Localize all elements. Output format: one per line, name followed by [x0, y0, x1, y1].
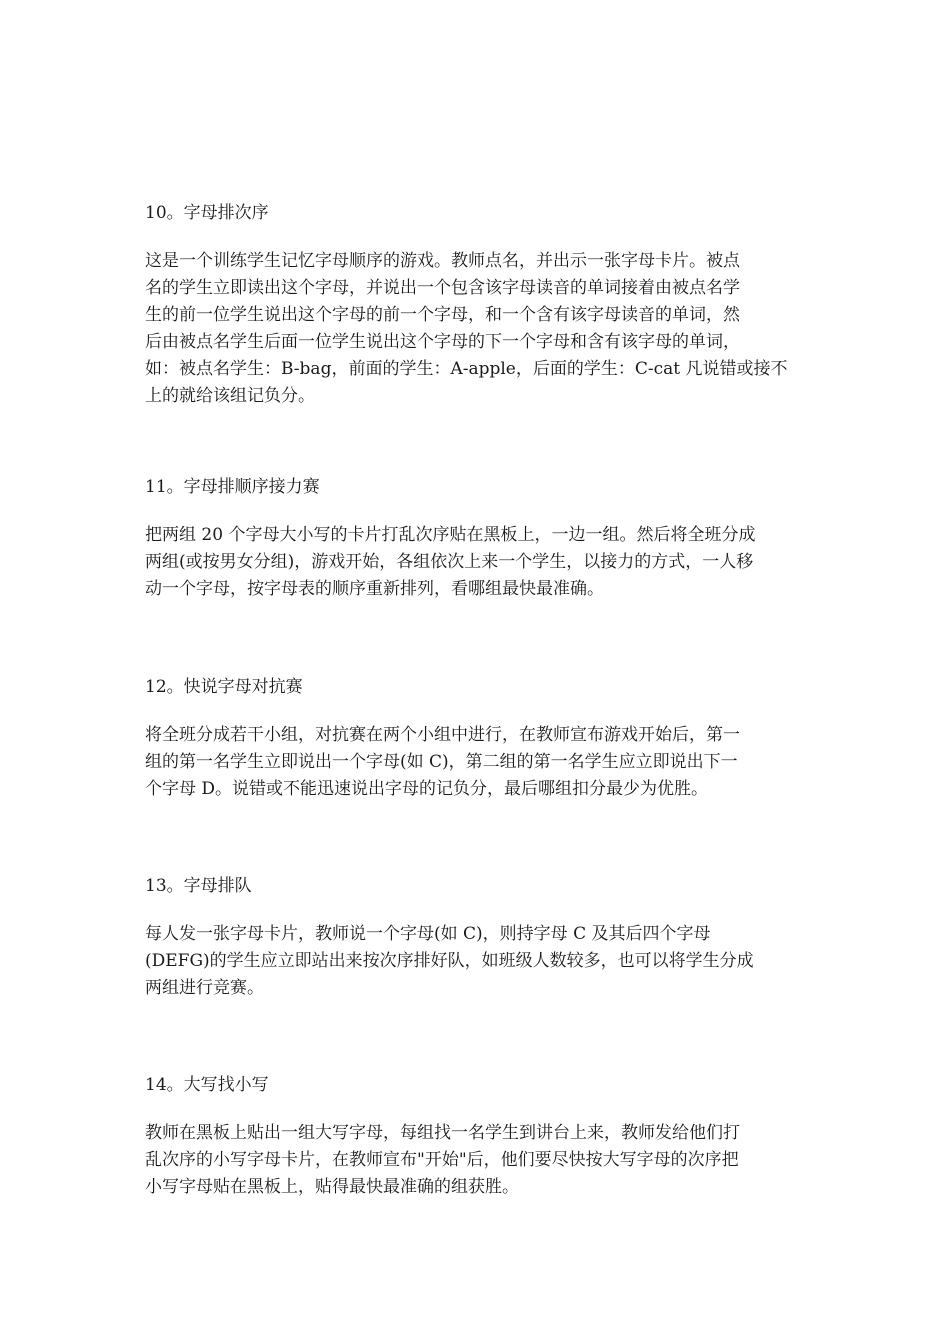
paragraph-line: 将全班分成若干小组，对抗赛在两个小组中进行，在教师宣布游戏开始后，第一 — [145, 725, 740, 745]
section-paragraph-13 — [145, 921, 815, 1002]
section-paragraph-10 — [145, 248, 815, 410]
paragraph-line: 名的学生立即读出这个字母，并说出一个包含该字母读音的单词接着由被点名学 — [145, 278, 740, 298]
paragraph-line: (DEFG)的学生应立即站出来按次序排好队，如班级人数较多，也可以将学生分成 — [145, 951, 754, 971]
paragraph-line: 组的第一名学生立即说出一个字母(如 C)，第二组的第一名学生应立即说出下一 — [145, 752, 738, 772]
paragraph-line: 两组进行竞赛。 — [145, 978, 264, 998]
paragraph-line: 小写字母贴在黑板上，贴得最快最准确的组获胜。 — [145, 1177, 519, 1197]
paragraph-line: 后由被点名学生后面一位学生说出这个字母的下一个字母和含有该字母的单词， — [145, 332, 740, 352]
section-heading-14: 14。大写找小写 — [145, 1075, 269, 1095]
section-heading-11: 11。字母排顺序接力赛 — [145, 477, 320, 497]
section-paragraph-14 — [145, 1120, 815, 1201]
paragraph-line: 两组(或按男女分组)，游戏开始，各组依次上来一个学生，以接力的方式，一人移 — [145, 552, 754, 572]
paragraph-line: 如：被点名学生：B-bag，前面的学生：A-apple，后面的学生：C-cat 凡说错或接不 — [145, 359, 788, 379]
section-heading-12: 12。快说字母对抗赛 — [145, 677, 303, 697]
section-paragraph-11 — [145, 522, 815, 603]
paragraph-line: 教师在黑板上贴出一组大写字母，每组找一名学生到讲台上来，教师发给他们打 — [145, 1123, 740, 1143]
paragraph-line: 乱次序的小写字母卡片，在教师宣布"开始"后，他们要尽快按大写字母的次序把 — [145, 1150, 739, 1170]
section-paragraph-12 — [145, 722, 815, 803]
paragraph-line: 每人发一张字母卡片，教师说一个字母(如 C)，则持字母 C 及其后四个字母 — [145, 924, 711, 944]
paragraph-line: 生的前一位学生说出这个字母的前一个字母，和一个含有该字母读音的单词，然 — [145, 305, 740, 325]
paragraph-line: 上的就给该组记负分。 — [145, 386, 315, 406]
section-heading-10: 10。字母排次序 — [145, 203, 269, 223]
paragraph-line: 把两组 20 个字母大小写的卡片打乱次序贴在黑板上，一边一组。然后将全班分成 — [145, 525, 756, 545]
section-heading-13: 13。字母排队 — [145, 876, 252, 896]
paragraph-line: 动一个字母，按字母表的顺序重新排列，看哪组最快最准确。 — [145, 579, 604, 599]
paragraph-line: 个字母 D。说错或不能迅速说出字母的记负分，最后哪组扣分最少为优胜。 — [145, 779, 709, 799]
paragraph-line: 这是一个训练学生记忆字母顺序的游戏。教师点名，并出示一张字母卡片。被点 — [145, 251, 740, 271]
